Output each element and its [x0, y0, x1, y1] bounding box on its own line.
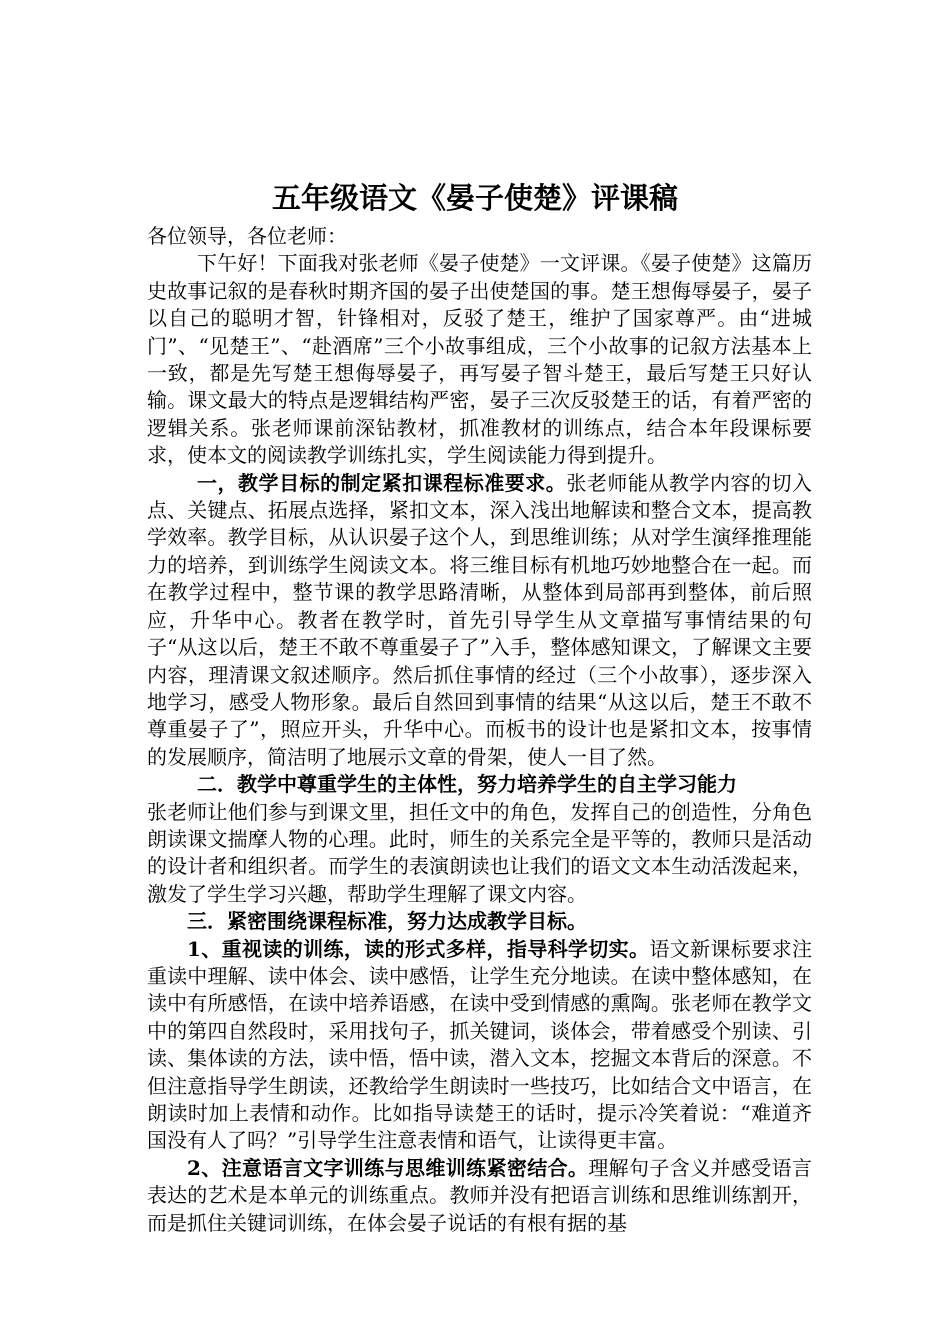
point-2-text: 理解句子含义并感受语言表达的艺术是本单元的训练重点。教师并没有把语言训练和思维训练割开，而是抓住关键词训练，在体会晏子说话的有根有据的基 — [147, 1155, 813, 1235]
point-2-paragraph — [147, 1155, 812, 1237]
section-1-text: 张老师能从教学内容的切入点、关键点、拓展点选择，紧扣文本，深入浅出地解读和整合文本，提高教学效率。教学目标，从认识晏子这个人，到思维训练；从对学生演绎推理能力的培养，到训练学生阅读文本。将三维目标有机地巧妙地整合在一起。而在教学过程中，整节课的教学思路清晰，从整体到局部再到整体，前后照应，升华中心。教者在教学时，首先引导学生从文章描写事情结果的句子“从这以后，楚王不敢不尊重晏子了”入手，整体感知课文，了解课文主要内容，理清课文叙述顺序。然后抓住事情的经过（三个小故事），逐步深入地学习，感受人物形象。最后自然回到事情的结果“从这以后，楚王不敢不尊重晏子了”，照应开头，升华中心。而板书的设计也是紧扣文本，按事情的发展顺序，简洁明了地展示文章的骨架，使人一目了然。 — [147, 470, 813, 769]
document-body — [147, 223, 812, 1237]
point-1-heading: 1、重视读的训练，读的形式多样，指导科学切实。 — [187, 936, 650, 961]
salutation: 各位领导，各位老师： — [147, 224, 347, 248]
intro-paragraph: 下午好！下面我对张老师《晏子使楚》一文评课。《晏子使楚》这篇历史故事记叙的是春秋时期齐国的晏子出使楚国的事。楚王想侮辱晏子，晏子以自己的聪明才智，针锋相对，反驳了楚王，维护了国家尊严。由“进城门”、“见楚王”、“赴酒席”三个小故事组成，三个小故事的记叙方法基本上一致，都是先写楚王想侮辱晏子，再写晏子智斗楚王，最后写楚王只好认输。课文最大的特点是逻辑结构严密，晏子三次反驳楚王的话，有着严密的逻辑关系。张老师课前深钻教材，抓准教材的训练点，结合本年段课标要求，使本文的阅读教学训练扎实，学生阅读能力得到提升。 — [147, 251, 812, 468]
section-2-text: 张老师让他们参与到课文里，担任文中的角色，发挥自己的创造性，分角色朗读课文揣摩人物的心理。此时，师生的关系完全是平等的，教师只是活动的设计者和组织者。而学生的表演朗读也让我们的语文文本生动活泼起来，激发了学生学习兴趣，帮助学生理解了课文内容。 — [147, 799, 812, 906]
section-1-paragraph — [147, 470, 812, 771]
point-1-text: 语文新课标要求注重读中理解、读中体会、读中感悟，让学生充分地读。在读中整体感知，在读中有所感悟，在读中培养语感，在读中受到情感的熏陶。张老师在教学文中的第四自然段时，采用找句子，抓关键词，谈体会，带着感受个别读、引读、集体读的方法，读中悟，悟中读，潜入文本，挖掘文本背后的深意。不但注意指导学生朗读，还教给学生朗读时一些技巧，比如结合文中语言，在朗读时加上表情和动作。比如指导读楚王的话时，提示冷笑着说：“难道齐国没有人了吗？”引导学生注意表情和语气，让读得更丰富。 — [147, 936, 813, 1153]
section-3-heading: 三．紧密围绕课程标准，努力达成教学目标。 — [187, 909, 587, 934]
point-2-heading: 2、注意语言文字训练与思维训练紧密结合。 — [187, 1155, 589, 1180]
section-1-heading: 一，教学目标的制定紧扣课程标准要求。 — [197, 470, 567, 495]
section-2-heading: 二．教学中尊重学生的主体性，努力培养学生的自主学习能力 — [197, 772, 737, 797]
point-1-paragraph — [147, 936, 812, 1155]
document-title: 五年级语文《晏子使楚》评课稿 — [271, 181, 678, 215]
